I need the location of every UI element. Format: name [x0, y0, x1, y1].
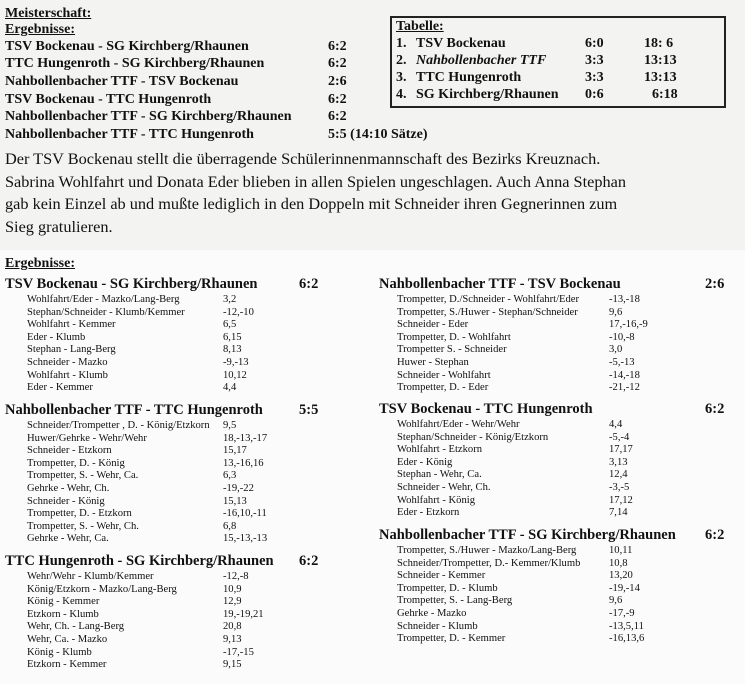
match-detail-header [5, 553, 319, 571]
match-detail-title: Nahbollenbacher TTF - TSV Bockenau [379, 276, 621, 292]
game-sets: 13,20 [609, 570, 633, 582]
game-line [379, 481, 630, 495]
game-pairing: Etzkorn - Klumb [27, 608, 99, 620]
game-pairing: Eder - Kemmer [27, 382, 93, 394]
game-pairing: Schneider - Wohlfahrt [397, 369, 491, 381]
match-detail-score: 6:2 [299, 276, 319, 292]
game-sets: -3,-5 [609, 481, 630, 493]
game-sets: 6,8 [223, 520, 237, 532]
game-line [379, 608, 676, 621]
match-detail-header [5, 402, 319, 420]
match-detail-title: Nahbollenbacher TTF - TTC Hungenroth [5, 402, 263, 418]
game-sets: 17,-16,-9 [609, 319, 648, 331]
game-line [5, 294, 257, 307]
game-line [5, 307, 257, 320]
game-pairing: Wehr, Ca. - Mazko [27, 633, 108, 645]
game-line [5, 508, 267, 521]
game-line [379, 319, 648, 332]
match-detail-score: 5:5 [299, 402, 319, 418]
game-sets: 17,12 [609, 494, 633, 506]
table-rank: 4. [396, 87, 407, 102]
game-sets: -14,-18 [609, 369, 640, 381]
game-sets: -5,-13 [609, 356, 635, 368]
match-detail-group [379, 276, 725, 395]
game-pairing: Wohlfahrt - Kemmer [27, 319, 116, 331]
game-pairing: Stephan - Wehr, Ca. [397, 469, 482, 481]
table-title: Tabelle: [396, 19, 444, 34]
game-pairing: Trompetter, D. - Etzkorn [27, 508, 132, 520]
results-heading: Ergebnisse: [5, 22, 75, 37]
match-detail-title: TSV Bockenau - SG Kirchberg/Rhaunen [5, 276, 258, 292]
game-sets: 4,4 [223, 382, 237, 394]
game-pairing: Stephan/Schneider - König/Etzkorn [397, 431, 549, 443]
game-pairing: Schneider/Trompetter , D. - König/Etzkorn [27, 420, 210, 431]
summary-match: TSV Bockenau - SG Kirchberg/Rhaunen [5, 39, 249, 54]
game-sets: 10,11 [609, 545, 633, 556]
game-line [5, 659, 274, 672]
game-pairing: Trompetter, D. - Kemmer [397, 633, 506, 645]
table-team: TSV Bockenau [416, 36, 506, 51]
table-rank: 1. [396, 36, 407, 51]
game-line [379, 545, 676, 558]
table-rank: 3. [396, 70, 407, 85]
game-pairing: Gehrke - Wehr, Ch. [27, 482, 110, 494]
game-sets: 9,6 [609, 306, 623, 318]
summary-score: 6:2 [328, 39, 347, 54]
match-detail-title: TSV Bockenau - TTC Hungenroth [379, 401, 593, 417]
match-detail-group [379, 527, 725, 646]
game-sets: 10,9 [223, 583, 242, 595]
game-line [5, 432, 268, 446]
game-pairing: Huwer - Stephan [397, 356, 469, 368]
game-pairing: Etzkorn - Kemmer [27, 659, 107, 671]
game-sets: -21,-12 [609, 382, 640, 394]
game-pairing: König - Klumb [27, 646, 92, 658]
table-games: 18: 6 [644, 36, 674, 51]
match-detail-score: 2:6 [705, 276, 725, 292]
game-sets: 10,8 [609, 557, 628, 569]
game-line [379, 469, 628, 482]
game-line [5, 420, 263, 433]
table-points: 3:3 [585, 70, 604, 85]
match-detail-header [379, 527, 725, 545]
details-heading: Ergebnisse: [5, 256, 75, 271]
game-pairing: Eder - König [397, 456, 453, 468]
game-sets: -16,10,-11 [223, 508, 267, 520]
game-sets: 9,15 [223, 659, 242, 671]
game-sets: 9,6 [609, 595, 623, 607]
game-line [379, 633, 676, 646]
game-line [379, 419, 623, 432]
game-line [379, 507, 628, 520]
game-line [5, 470, 263, 483]
paragraph-line: Sabrina Wohlfahrt und Donata Eder blieben in allen Spielen ungeschlagen. Auch Anna Stephan [5, 171, 626, 191]
game-sets: -5,-4 [609, 431, 630, 443]
game-pairing: Schneider - Etzkorn [27, 445, 112, 457]
game-sets: 9,13 [223, 633, 242, 645]
summary-score: 2:6 [328, 74, 347, 89]
summary-score: 6:2 [328, 56, 347, 71]
game-line [379, 382, 640, 395]
match-detail-group [5, 402, 319, 546]
summary-score: 6:2 [328, 109, 347, 124]
match-detail-title: Nahbollenbacher TTF - SG Kirchberg/Rhaunen [379, 527, 676, 543]
game-line [379, 331, 635, 345]
game-pairing: Trompetter, D. - König [27, 457, 125, 469]
game-pairing: Stephan/Schneider - Klumb/Kemmer [27, 306, 185, 318]
match-detail-group [5, 276, 319, 395]
game-sets: 6,5 [223, 319, 237, 331]
game-pairing: Eder - Etzkorn [397, 507, 460, 519]
game-pairing: Schneider - Eder [397, 319, 469, 331]
table-games: 13:13 [644, 70, 677, 85]
game-pairing: Gehrke - Wehr, Ca. [27, 533, 109, 545]
game-line [5, 521, 263, 534]
game-pairing: Trompetter S. - Schneider [397, 344, 507, 356]
game-pairing: Stephan - Lang-Berg [27, 344, 116, 356]
summary-match: TTC Hungenroth - SG Kirchberg/Rhaunen [5, 56, 265, 71]
game-pairing: Trompetter, D./Schneider - Wohlfahrt/Eder [397, 294, 580, 305]
game-pairing: Wohlfahrt - Klumb [27, 369, 108, 381]
match-detail-header [379, 276, 725, 294]
game-pairing: Huwer/Gehrke - Wehr/Wehr [27, 432, 147, 444]
summary-match: Nahbollenbacher TTF - TTC Hungenroth [5, 127, 254, 142]
game-line [379, 570, 676, 583]
table-games: 6:18 [652, 87, 678, 102]
summary-score: 6:2 [328, 92, 347, 107]
game-line [5, 357, 257, 370]
game-sets: 3,13 [609, 456, 628, 468]
table-team: Nahbollenbacher TTF [416, 53, 547, 68]
game-pairing: Trompetter, D. - Klumb [397, 582, 498, 594]
game-pairing: Schneider - Kemmer [397, 570, 486, 582]
game-pairing: König - Kemmer [27, 596, 100, 608]
game-pairing: Eder - Klumb [27, 331, 86, 343]
championship-heading: Meisterschaft: [5, 6, 92, 21]
report-paragraph [5, 148, 737, 238]
game-sets: 4,4 [609, 419, 623, 430]
game-line [5, 458, 263, 471]
summary-match: Nahbollenbacher TTF - TSV Bockenau [5, 74, 239, 89]
game-sets: 12,4 [609, 469, 628, 481]
match-detail-header [379, 401, 725, 419]
game-sets: -16,13,6 [609, 633, 645, 645]
game-sets: 13,-16,16 [223, 457, 264, 469]
table-team: SG Kirchberg/Rhaunen [416, 87, 559, 102]
game-sets: 3,2 [223, 294, 237, 305]
table-points: 6:0 [585, 36, 604, 51]
game-pairing: Trompetter, S. - Lang-Berg [397, 595, 513, 607]
game-pairing: Trompetter, D. - Wohlfahrt [397, 331, 511, 343]
game-line [379, 621, 676, 634]
game-line [379, 307, 621, 320]
game-line [5, 634, 274, 647]
game-sets: -13,-18 [609, 294, 640, 305]
game-sets: -9,-13 [223, 356, 249, 368]
game-sets: 6,3 [223, 470, 237, 482]
game-sets: 8,13 [223, 344, 242, 356]
summary-match: Nahbollenbacher TTF - SG Kirchberg/Rhaunen [5, 109, 292, 124]
game-sets: -12,-10 [223, 306, 254, 318]
game-sets: 20,8 [223, 621, 242, 633]
game-sets: 15,-13,-13 [223, 533, 268, 545]
game-line [379, 444, 633, 457]
game-pairing: Trompetter, S. - Wehr, Ch. [27, 520, 139, 532]
game-pairing: Trompetter, S./Huwer - Stephan/Schneider [397, 306, 578, 318]
table-rank: 2. [396, 53, 407, 68]
game-pairing: Trompetter, S. - Wehr, Ca. [27, 470, 139, 482]
game-line [5, 571, 274, 584]
game-sets: 6,15 [223, 331, 242, 343]
game-line [5, 382, 257, 395]
game-sets: 12,9 [223, 596, 242, 608]
game-line [5, 596, 274, 609]
game-sets: -17,-9 [609, 607, 635, 619]
game-sets: 9,5 [223, 420, 237, 431]
game-sets: -13,5,11 [609, 620, 644, 632]
game-sets: 7,14 [609, 507, 628, 519]
top-section [0, 0, 745, 250]
game-pairing: Schneider - Wehr, Ch. [397, 481, 491, 493]
game-line [379, 294, 640, 307]
game-sets: 19,-19,21 [223, 608, 264, 620]
game-line [5, 319, 257, 332]
game-pairing: Wohlfahrt - König [397, 494, 475, 506]
game-line [379, 431, 630, 445]
game-pairing: Wohlfahrt/Eder - Wehr/Wehr [397, 419, 520, 430]
game-sets: -10,-8 [609, 331, 635, 343]
match-detail-score: 6:2 [705, 527, 725, 543]
match-detail-group [5, 553, 319, 672]
standings-table [390, 16, 726, 108]
game-sets: 15,13 [223, 495, 247, 507]
game-line [5, 533, 268, 546]
table-games: 13:13 [644, 53, 677, 68]
table-team: TTC Hungenroth [416, 70, 522, 85]
paragraph-line: gab kein Einzel ab und mußte lediglich in den Doppeln mit Schneider ihren Gegnerinnen zum [5, 194, 618, 213]
game-line [379, 558, 676, 571]
game-line [379, 456, 628, 470]
table-points: 0:6 [585, 87, 604, 102]
game-sets: -17,-15 [223, 646, 254, 658]
game-line [5, 496, 263, 509]
match-detail-score: 6:2 [705, 401, 725, 417]
game-sets: -19,-14 [609, 582, 640, 594]
match-detail-title: TTC Hungenroth - SG Kirchberg/Rhaunen [5, 553, 274, 569]
game-line [5, 584, 274, 597]
summary-match: TSV Bockenau - TTC Hungenroth [5, 92, 212, 107]
game-line [5, 445, 263, 458]
game-pairing: Wohlfahrt/Eder - Mazko/Lang-Berg [27, 294, 180, 305]
game-sets: 3,0 [609, 344, 623, 356]
game-line [379, 583, 676, 596]
game-pairing: Wehr, Ch. - Lang-Berg [27, 621, 125, 633]
game-line [5, 344, 257, 357]
game-line [379, 344, 621, 357]
game-sets: -19,-22 [223, 482, 254, 494]
game-line [379, 494, 633, 508]
game-line [5, 609, 274, 622]
game-line [5, 483, 263, 496]
game-sets: -12,-8 [223, 571, 249, 582]
game-sets: 17,17 [609, 444, 633, 456]
match-detail-score: 6:2 [299, 553, 319, 569]
game-pairing: Wehr/Wehr - Klumb/Kemmer [27, 571, 154, 582]
game-pairing: Trompetter, S./Huwer - Mazko/Lang-Berg [397, 545, 577, 556]
game-line [5, 621, 274, 634]
game-sets: 15,17 [223, 445, 247, 457]
game-pairing: Wohlfahrt - Etzkorn [397, 444, 483, 456]
paragraph-line: Der TSV Bockenau stellt die überragende Schülerinnenmannschaft des Bezirks Kreuznach. [5, 149, 601, 168]
game-line [379, 595, 676, 608]
game-pairing: Schneider - König [27, 495, 105, 507]
game-line [5, 332, 257, 345]
match-detail-header [5, 276, 319, 294]
game-pairing: Schneider/Trompetter, D.- Kemmer/Klumb [397, 557, 581, 569]
game-sets: 18,-13,-17 [223, 432, 268, 444]
game-pairing: Schneider - Mazko [27, 356, 108, 368]
summary-score: 5:5 (14:10 Sätze) [328, 127, 428, 142]
table-points: 3:3 [585, 53, 604, 68]
paragraph-line: Sieg gratulieren. [5, 216, 113, 236]
game-pairing: Schneider - Klumb [397, 620, 478, 632]
game-line [5, 370, 257, 383]
game-line [379, 369, 640, 383]
game-line [5, 647, 274, 660]
game-pairing: Trompetter, D. - Eder [397, 382, 489, 394]
match-detail-group [379, 401, 725, 520]
game-pairing: Gehrke - Mazko [397, 607, 467, 619]
game-line [379, 356, 635, 370]
game-sets: 10,12 [223, 369, 247, 381]
game-pairing: König/Etzkorn - Mazko/Lang-Berg [27, 583, 177, 595]
